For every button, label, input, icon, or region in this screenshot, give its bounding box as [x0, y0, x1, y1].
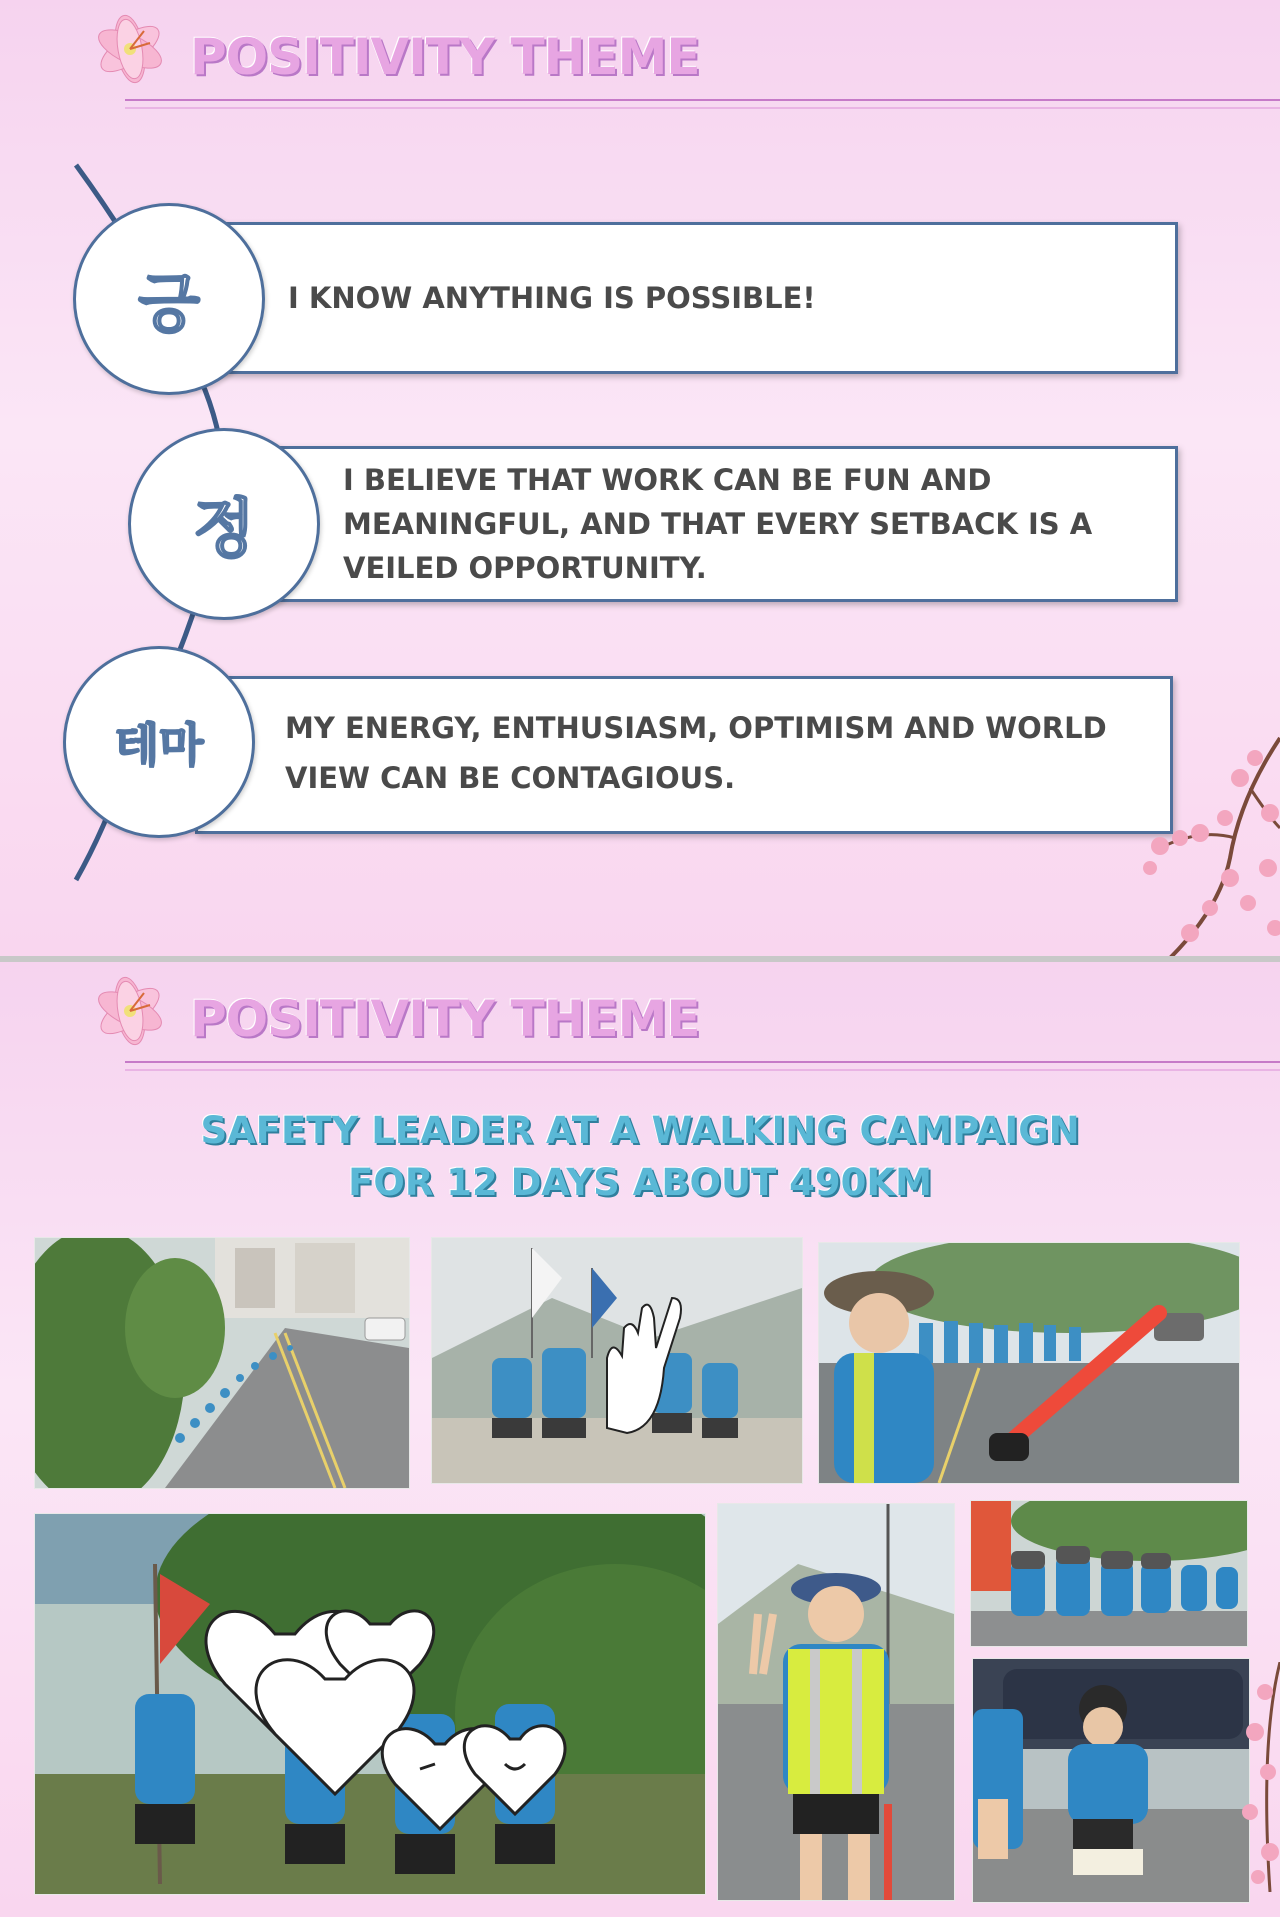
statement-text-3: MY ENERGY, ENTHUSIASM, OPTIMISM AND WORLD VIEW CAN BE CONTAGIOUS. [285, 711, 1107, 795]
korean-char-2: 정 [193, 493, 255, 567]
korean-char-1: 긍 [138, 268, 200, 342]
page-title: POSITIVITY THEME [190, 28, 700, 86]
statement-text-2: I BELIEVE THAT WORK CAN BE FUN AND MEANINGFUL, AND THAT EVERY SETBACK IS A VEILED OPPORTUNITY. [343, 463, 1093, 585]
slide-positivity-theme-2 [0, 962, 1280, 1917]
title-rule [125, 1061, 1280, 1071]
photo-safety-vest [717, 1503, 955, 1901]
photo-crouching [972, 1658, 1250, 1903]
page-title: POSITIVITY THEME [190, 990, 700, 1048]
photo-street-march [34, 1237, 410, 1489]
subtitle-line-2: FOR 12 DAYS ABOUT 490KM [348, 1161, 932, 1204]
photo-marchers-backpacks [970, 1500, 1248, 1647]
slide-positivity-theme-1 [0, 0, 1280, 958]
korean-char-3: 테마 [114, 718, 204, 772]
photo-flag-group [431, 1237, 803, 1484]
korean-circle-2 [128, 428, 320, 620]
subtitle-line-1: SAFETY LEADER AT A WALKING CAMPAIGN [200, 1109, 1080, 1152]
statement-text-1: I KNOW ANYTHING IS POSSIBLE! [288, 281, 816, 315]
lily-flower-icon [78, 968, 182, 1054]
cherry-blossom-branch-icon [1130, 718, 1280, 958]
cherry-blossom-branch-icon [1220, 1662, 1280, 1892]
photo-group-hearts [34, 1513, 706, 1895]
photo-safety-baton [818, 1242, 1240, 1484]
korean-circle-1 [73, 203, 265, 395]
korean-circle-3 [63, 646, 255, 838]
